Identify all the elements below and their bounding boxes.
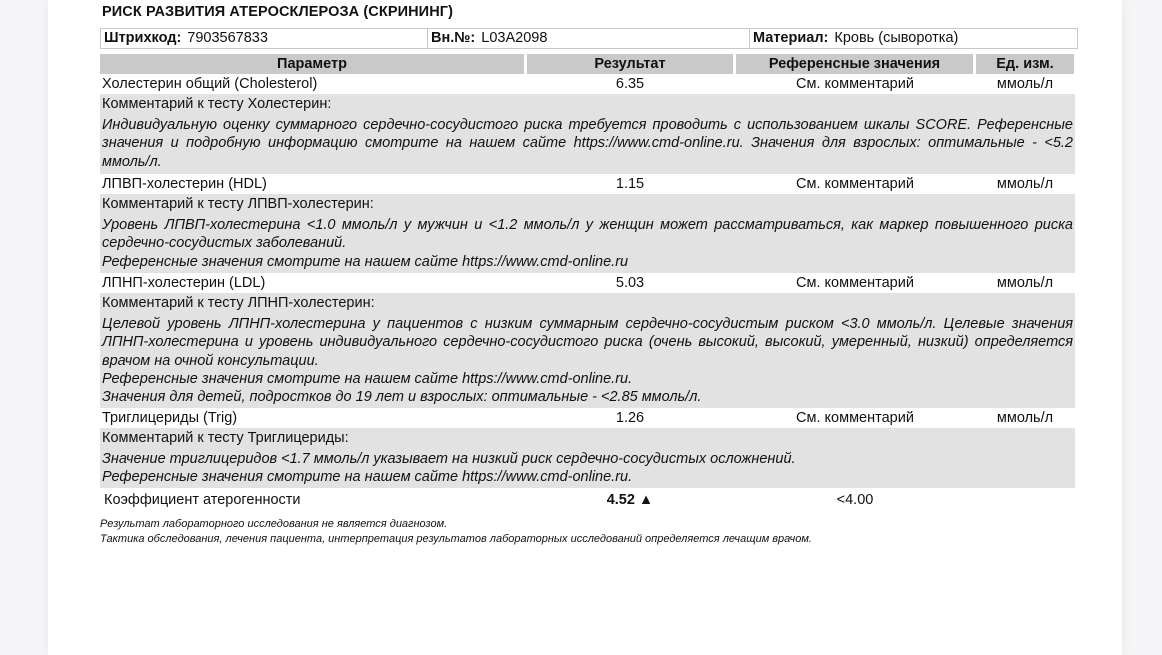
table-row xyxy=(100,74,1075,94)
test-reference: См. комментарий xyxy=(796,410,914,426)
test-unit: ммоль/л xyxy=(996,76,1054,92)
test-result: 1.15 xyxy=(615,176,645,192)
column-header-unit: Ед. изм. xyxy=(976,54,1074,74)
comment-text: Референсные значения смотрите на нашем сайте https://www.cmd-online.ru. xyxy=(102,469,633,486)
report-title: РИСК РАЗВИТИЯ АТЕРОСКЛЕРОЗА (СКРИНИНГ) xyxy=(102,4,454,20)
test-comment xyxy=(100,94,1075,174)
material-value: Кровь (сыворотка) xyxy=(834,30,959,46)
comment-text: Значение триглицеридов <1.7 ммоль/л указывает на низкий риск сердечно-сосудистых осложнений. xyxy=(102,451,796,468)
results-table xyxy=(100,74,1075,510)
barcode-label: Штрихкод: xyxy=(104,30,182,46)
barcode-cell xyxy=(100,28,428,49)
test-comment xyxy=(100,194,1075,273)
test-unit: ммоль/л xyxy=(996,410,1054,426)
atherogenic-param: Коэффициент атерогенности xyxy=(104,492,301,508)
test-unit: ммоль/л xyxy=(996,275,1054,291)
comment-text: Индивидуальную оценку суммарного сердечно-сосудистого риска требуется проводить с использованием шкалы SCORE. Референсные значения и подробную информацию смотрите на нашем сайте https://www.cmd-online.ru. Значения для взрослых: оптимальные - <5.2 ммоль/л. xyxy=(102,117,1073,170)
test-reference: См. комментарий xyxy=(796,76,914,92)
column-header-reference: Референсные значения xyxy=(736,54,973,74)
test-comment xyxy=(100,428,1075,488)
test-param: Холестерин общий (Cholesterol) xyxy=(102,76,318,92)
barcode-value: 7903567833 xyxy=(187,30,268,46)
footer-note: Тактика обследования, лечения пациента, интерпретация результатов лабораторных исследований определяется лечащим врачом. xyxy=(100,533,812,545)
test-reference: См. комментарий xyxy=(796,275,914,291)
comment-title: Комментарий к тесту Триглицериды: xyxy=(102,430,349,446)
comment-title: Комментарий к тесту ЛПВП-холестерин: xyxy=(102,196,374,212)
comment-text: Значения для детей, подростков до 19 лет и взрослых: оптимальные - <2.85 ммоль/л. xyxy=(102,389,702,406)
test-result: 6.35 xyxy=(615,76,645,92)
table-row xyxy=(100,273,1075,293)
comment-text: Целевой уровень ЛПНП-холестерина у пациентов с низким суммарным сердечно-сосудистым риском <3.0 ммоль/л. Целевые значения ЛПНП-холестерина и уровень индивидуального сердечно-сосудистого риска (очень высокий, высокий, умеренный, низкий) определяется врачом на очной консультации. xyxy=(102,316,1073,369)
test-param: Триглицериды (Trig) xyxy=(102,410,238,426)
test-param: ЛПНП-холестерин (LDL) xyxy=(102,275,266,291)
test-param: ЛПВП-холестерин (HDL) xyxy=(102,176,267,192)
material-label: Материал: xyxy=(753,30,829,46)
atherogenic-result: 4.52 ▲ xyxy=(606,492,654,508)
internal-number-label: Вн.№: xyxy=(431,30,476,46)
footer-disclaimer: Результат лабораторного исследования не является диагнозом. xyxy=(100,518,448,530)
comment-text: Уровень ЛПВП-холестерина <1.0 ммоль/л у мужчин и <1.2 ммоль/л у женщин может рассматриваться, как маркер повышенного риска сердечно-сосудистых заболеваний. xyxy=(102,217,1073,252)
table-row xyxy=(100,174,1075,194)
test-reference: См. комментарий xyxy=(796,176,914,192)
test-result: 1.26 xyxy=(615,410,645,426)
test-unit: ммоль/л xyxy=(996,176,1054,192)
column-header-param: Параметр xyxy=(100,54,524,74)
internal-number-cell xyxy=(428,28,750,49)
column-header-result: Результат xyxy=(527,54,733,74)
table-row xyxy=(100,490,1075,510)
material-cell xyxy=(750,28,1078,49)
comment-text: Референсные значения смотрите на нашем сайте https://www.cmd-online.ru xyxy=(102,253,629,270)
internal-number-value: L03A2098 xyxy=(481,30,548,46)
comment-title: Комментарий к тесту ЛПНП-холестерин: xyxy=(102,295,375,311)
test-result: 5.03 xyxy=(615,275,645,291)
report-sheet xyxy=(48,0,1122,655)
atherogenic-reference: <4.00 xyxy=(836,492,874,508)
specimen-info-row xyxy=(100,28,1078,49)
test-comment xyxy=(100,293,1075,408)
table-row xyxy=(100,408,1075,428)
comment-title: Комментарий к тесту Холестерин: xyxy=(102,96,332,112)
report-footer xyxy=(100,517,812,547)
comment-text: Референсные значения смотрите на нашем сайте https://www.cmd-online.ru. xyxy=(102,370,633,387)
table-header xyxy=(100,54,1074,74)
